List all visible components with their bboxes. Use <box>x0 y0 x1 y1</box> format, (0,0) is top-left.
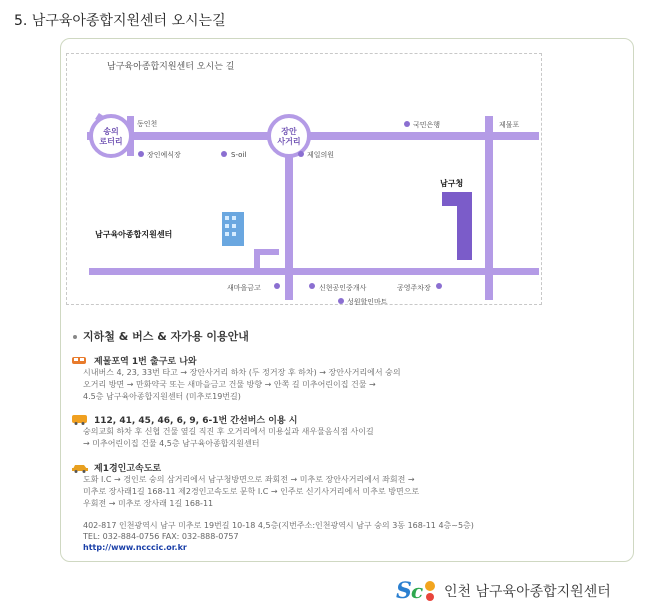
road-horizontal-top <box>87 132 539 140</box>
road-horizontal-bottom <box>89 268 539 275</box>
route-title: 제물포역 1번 출구로 나와 <box>94 357 197 367</box>
route-subway <box>71 354 611 403</box>
rotary-left-label-1: 송의 <box>103 127 119 136</box>
label-parking: 공영주차장 <box>397 284 431 292</box>
route-line: → 미추어린이집 건물 4,5층 남구육아종합지원센터 <box>83 439 260 448</box>
road-vertical-right <box>485 116 493 300</box>
label-kookmin: 국민은행 <box>413 121 441 129</box>
center-building-icon <box>222 212 244 246</box>
dot-parking <box>436 283 442 289</box>
route-line: 오거리 방면 → 만화약국 또는 새마을금고 건물 방향 → 안쪽 길 미추어린이집 건물 → <box>83 380 376 389</box>
route-line: 우회전 → 미추로 장사래 1길 168-11 <box>83 499 214 508</box>
label-jemulpo: 제물포 <box>499 121 520 129</box>
website-link[interactable]: http://www.ncccic.or.kr <box>83 543 187 552</box>
label-jangin: 장인예식장 <box>147 151 181 159</box>
bullet-icon <box>73 335 77 339</box>
car-icon <box>71 462 89 473</box>
route-line: 4.5층 남구육아종합지원센터 (미추로19번길) <box>83 392 241 401</box>
svg-text:S: S <box>396 578 412 604</box>
bus-icon <box>71 414 89 425</box>
dot-soil <box>221 151 227 157</box>
dot-jangin <box>138 151 144 157</box>
road-branch <box>257 252 279 268</box>
sc-logo-icon <box>396 578 438 604</box>
route-title: 제1경인고속도로 <box>94 464 162 474</box>
svg-text:c: c <box>411 579 424 603</box>
label-namgucheong: 남구청 <box>440 179 464 188</box>
directions-card <box>60 38 634 562</box>
label-sinhyeon: 신현공인중개사 <box>319 284 367 292</box>
route-line: 도화 I.C → 경인로 숭의 삼거리에서 남구청방면으로 좌회전 → 미추로 장안사거리에서 좌회전 → <box>83 475 415 484</box>
rotary-circle-middle <box>269 116 309 156</box>
dot-mart <box>338 298 344 304</box>
dot-sinhyeon <box>309 283 315 289</box>
route-bus <box>71 413 611 450</box>
label-soil: S-oil <box>231 151 247 159</box>
rotary-left-label-2: 로터리 <box>99 137 123 146</box>
rotary-circle-left <box>91 116 131 156</box>
rotary-middle-label-1: 장안 <box>281 127 297 136</box>
guide-heading: 지하철 & 버스 & 자가용 이용안내 <box>73 328 249 344</box>
footer-logo <box>396 578 611 604</box>
phone-fax: TEL: 032-884-0756 FAX: 032-888-0757 <box>83 532 239 541</box>
address-block <box>83 520 474 553</box>
map-title: 남구육아종합지원센터 오시는 길 <box>101 59 240 72</box>
route-line: 미추로 장사래1길 168-11 제2경인고속도로 문학 I.C → 인주로 신기사거리에서 미추로 방면으로 <box>83 487 420 496</box>
namgucheong-building <box>442 192 472 260</box>
route-car <box>71 461 611 510</box>
dot-jeil <box>298 151 304 157</box>
rotary-middle-label-2: 사거리 <box>277 137 301 146</box>
map-frame <box>66 53 542 305</box>
map <box>67 54 543 306</box>
label-dongincheon: 동인천 <box>137 120 158 128</box>
route-line: 숭의교회 하차 후 신협 건물 옆길 직진 후 오거리에서 미용실과 새우물음식점 사이길 <box>83 427 374 436</box>
dot-kookmin <box>404 121 410 127</box>
label-jeil: 제일의원 <box>307 151 335 159</box>
subway-icon <box>71 355 89 366</box>
address: 402-817 인천광역시 남구 미추로 19번길 10-18 4,5층(지번주소:인천광역시 남구 숭의 3동 168-11 4층~5층) <box>83 521 474 530</box>
label-saemaeul: 새마을금고 <box>227 284 261 292</box>
route-title: 112, 41, 45, 46, 6, 9, 6-1번 간선버스 이용 시 <box>94 416 298 426</box>
footer-org-name: 인천 남구육아종합지원센터 <box>444 584 611 600</box>
label-mart: 성원할인마트 <box>347 298 388 306</box>
dot-saemaeul <box>274 283 280 289</box>
route-line: 시내버스 4, 23, 33번 타고 → 장안사거리 하차 (두 정거장 후 하차) → 장안사거리에서 숭의 <box>83 368 401 377</box>
page-title: 5. 남구육아종합지원센터 오시는길 <box>14 13 226 29</box>
label-center: 남구육아종합지원센터 <box>95 230 173 239</box>
